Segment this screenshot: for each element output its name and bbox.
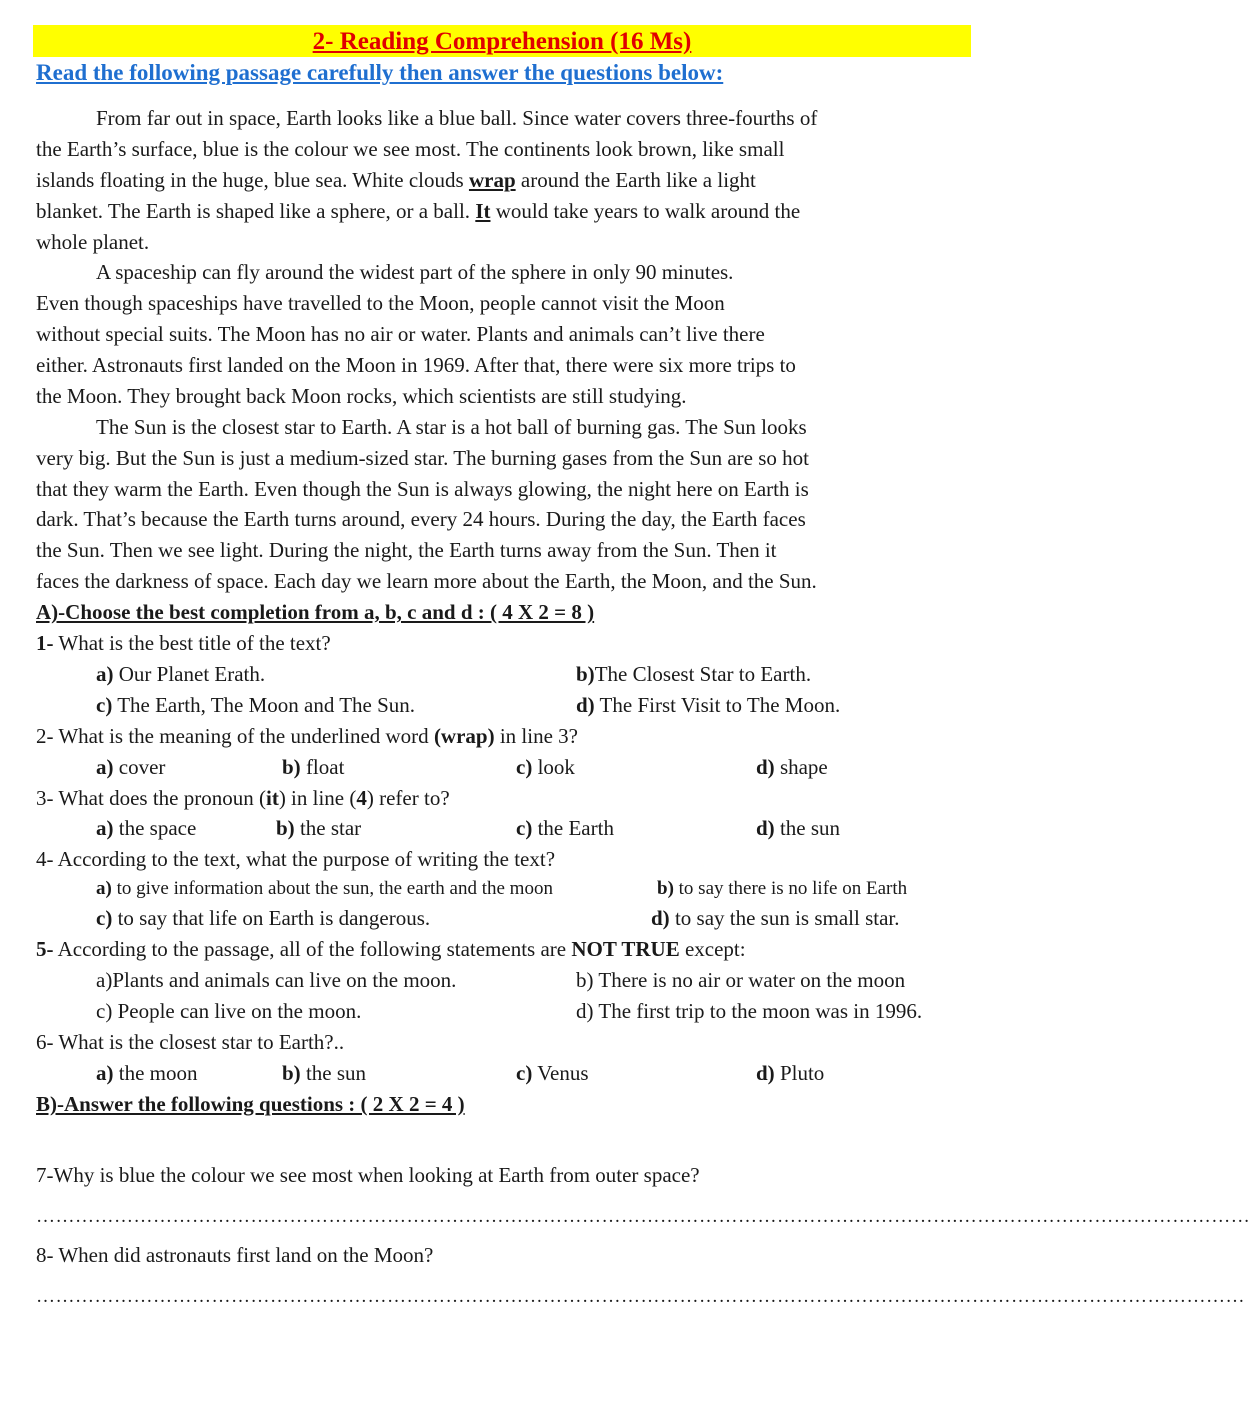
q2-option-d[interactable]: d) shape xyxy=(756,755,828,779)
answer-line-8[interactable]: …………………………………………………………………………………………………………………………………………………………………… xyxy=(36,1286,1245,1307)
question-6: 6- What is the closest star to Earth?.. xyxy=(36,1030,345,1054)
q5-option-a[interactable]: a)Plants and animals can live on the moon. xyxy=(96,968,457,992)
q6-option-b[interactable]: b) the sun xyxy=(282,1061,367,1085)
q5-option-b[interactable]: b) There is no air or water on the moon xyxy=(576,968,906,992)
q1-option-d[interactable]: d) The First Visit to The Moon. xyxy=(576,693,841,717)
question-5: 5- According to the passage, all of the following statements are NOT TRUE except: xyxy=(36,937,746,961)
q1-option-c[interactable]: c) The Earth, The Moon and The Sun. xyxy=(96,693,416,717)
passage-line: The Sun is the closest star to Earth. A star is a hot ball of burning gas. The Sun looks xyxy=(96,415,807,439)
q4-option-b[interactable]: b) to say there is no life on Earth xyxy=(657,878,908,899)
q3-option-c[interactable]: c) the Earth xyxy=(516,816,614,840)
passage-line: whole planet. xyxy=(36,230,150,254)
q4-option-a[interactable]: a) to give information about the sun, the earth and the moon xyxy=(96,878,553,899)
section-b-heading: B)-Answer the following questions : ( 2 X 2 = 4 ) xyxy=(36,1092,465,1116)
passage-line: A spaceship can fly around the widest part of the sphere in only 90 minutes. xyxy=(96,260,734,284)
passage-line: without special suits. The Moon has no air or water. Plants and animals can’t live there xyxy=(36,322,765,346)
q1-option-b[interactable]: b)The Closest Star to Earth. xyxy=(576,662,812,686)
question-1: 1- What is the best title of the text? xyxy=(36,631,331,655)
q4-option-c[interactable]: c) to say that life on Earth is dangerous. xyxy=(96,906,431,930)
underlined-word-it: It xyxy=(475,199,491,223)
passage-line: From far out in space, Earth looks like a blue ball. Since water covers three-fourths of xyxy=(96,106,818,130)
question-4: 4- According to the text, what the purpose of writing the text? xyxy=(36,847,556,871)
section-title: 2- Reading Comprehension (16 Ms) xyxy=(312,28,692,55)
q5-option-c[interactable]: c) People can live on the moon. xyxy=(96,999,362,1023)
q2-option-b[interactable]: b) float xyxy=(282,755,345,779)
passage-line: either. Astronauts first landed on the Moon in 1969. After that, there were six more trips to xyxy=(36,353,796,377)
q3-option-a[interactable]: a) the space xyxy=(96,816,197,840)
answer-line-7[interactable]: …………………………………………………………………………………………………………………………….……………………………………… xyxy=(36,1206,1250,1227)
passage-line: dark. That’s because the Earth turns around, every 24 hours. During the day, the Earth faces xyxy=(36,507,806,531)
q4-option-d[interactable]: d) to say the sun is small star. xyxy=(651,906,900,930)
passage-line: faces the darkness of space. Each day we learn more about the Earth, the Moon, and the Sun. xyxy=(36,569,817,593)
q3-option-d[interactable]: d) the sun xyxy=(756,816,841,840)
q1-option-a[interactable]: a) Our Planet Erath. xyxy=(96,662,266,686)
question-3: 3- What does the pronoun (it) in line (4) refer to? xyxy=(36,786,450,810)
q6-option-a[interactable]: a) the moon xyxy=(96,1061,198,1085)
passage-line: the Moon. They brought back Moon rocks, which scientists are still studying. xyxy=(36,384,687,408)
passage-line: that they warm the Earth. Even though the Sun is always glowing, the night here on Earth is xyxy=(36,477,809,501)
underlined-word-wrap: wrap xyxy=(468,168,516,192)
question-7: 7-Why is blue the colour we see most when looking at Earth from outer space? xyxy=(36,1163,700,1187)
q5-option-d[interactable]: d) The first trip to the moon was in 1996. xyxy=(576,999,923,1023)
q3-option-b[interactable]: b) the star xyxy=(276,816,362,840)
q6-option-c[interactable]: c) Venus xyxy=(516,1061,589,1085)
q2-option-a[interactable]: a) cover xyxy=(96,755,166,779)
passage-line: the Earth’s surface, blue is the colour we see most. The continents look brown, like small xyxy=(36,137,785,161)
instruction: Read the following passage carefully then answer the questions below: xyxy=(36,60,724,85)
question-8: 8- When did astronauts first land on the Moon? xyxy=(36,1243,434,1267)
question-2: 2- What is the meaning of the underlined word (wrap) in line 3? xyxy=(36,724,578,748)
passage-line: Even though spaceships have travelled to the Moon, people cannot visit the Moon xyxy=(36,291,725,315)
passage-line: islands floating in the huge, blue sea. White clouds wrap around the Earth like a light xyxy=(36,168,756,192)
section-a-heading: A)-Choose the best completion from a, b, c and d : ( 4 X 2 = 8 ) xyxy=(36,600,595,624)
q6-option-d[interactable]: d) Pluto xyxy=(756,1061,825,1085)
q2-option-c[interactable]: c) look xyxy=(516,755,575,779)
passage-line: the Sun. Then we see light. During the night, the Earth turns away from the Sun. Then it xyxy=(36,538,777,562)
section-banner xyxy=(33,25,971,57)
passage-line: blanket. The Earth is shaped like a sphere, or a ball. It would take years to walk around the xyxy=(36,199,801,223)
passage-line: very big. But the Sun is just a medium-sized star. The burning gases from the Sun are so hot xyxy=(36,446,810,470)
